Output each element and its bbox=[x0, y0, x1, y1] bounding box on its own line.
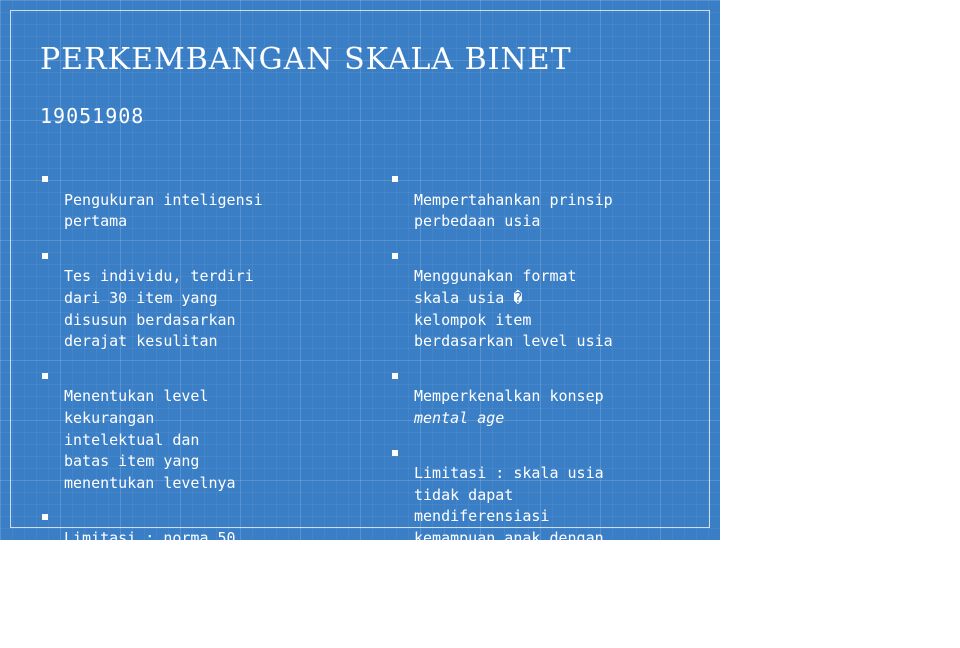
list-item bbox=[390, 168, 690, 233]
list-item bbox=[40, 245, 340, 353]
list-item bbox=[390, 365, 690, 430]
list-item-italic-text: mental age bbox=[414, 408, 505, 427]
year-range: 19051908 bbox=[40, 104, 145, 128]
bullet-icon bbox=[42, 176, 48, 182]
bullet-icon bbox=[42, 253, 48, 259]
bullet-icon bbox=[42, 514, 48, 520]
list-item-text: Tes individu, terdiri dari 30 item yang disusun berdasarkan derajat kesulitan bbox=[64, 267, 254, 351]
list-item-text: Menentukan level kekurangan intelektual dan batas item yang menentukan levelnya bbox=[64, 387, 236, 492]
list-item bbox=[40, 365, 340, 495]
list-item-text: Limitasi : skala usia tidak dapat mendiferensiasi kemampuan anak dengan baik, skor tungal yang punya titik berat pada area verbal bbox=[414, 464, 604, 634]
right-column bbox=[390, 168, 690, 648]
list-item-text: Menggunakan format skala usia � kelompok item berdasarkan level usia bbox=[414, 267, 613, 351]
list-item bbox=[390, 245, 690, 353]
bullet-icon bbox=[392, 373, 398, 379]
bullet-icon bbox=[392, 450, 398, 456]
left-column bbox=[40, 168, 340, 626]
slide-title: PERKEMBANGAN SKALA BINET bbox=[40, 42, 572, 77]
bullet-icon bbox=[392, 253, 398, 259]
bullet-icon bbox=[42, 373, 48, 379]
list-item-text: Memperkenalkan konsep bbox=[414, 387, 604, 406]
list-item bbox=[40, 506, 340, 614]
list-item bbox=[390, 442, 690, 636]
list-item-text: Limitasi : norma 50 anak normal, dokumentasi validitas, unit pengukuran bbox=[64, 528, 263, 612]
list-item-text: Mempertahankan prinsip perbedaan usia bbox=[414, 190, 613, 231]
list-item-text: Pengukuran inteligensi pertama bbox=[64, 190, 263, 231]
list-item bbox=[40, 168, 340, 233]
bullet-icon bbox=[392, 176, 398, 182]
